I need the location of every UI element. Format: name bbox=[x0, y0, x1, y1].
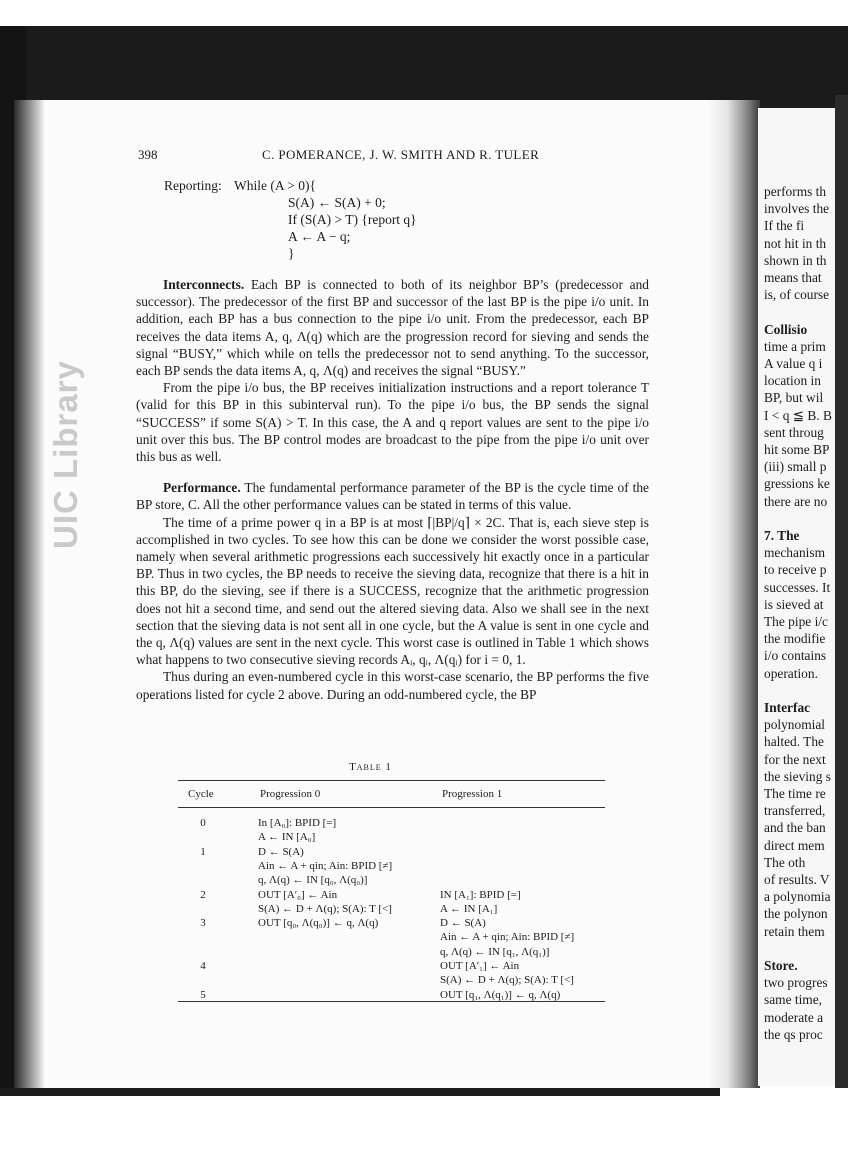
table-cell-cycle: 4 bbox=[200, 960, 206, 972]
paragraph-text: The fundamental performance parameter of the BP is the cycle time of the BP store, C. All the other performance values can be stated in terms of this value. bbox=[136, 480, 650, 513]
code-line: } bbox=[288, 246, 295, 261]
table-row bbox=[178, 830, 605, 844]
right-page-line: i/o contains bbox=[764, 648, 827, 664]
paragraph bbox=[136, 668, 649, 702]
table-row bbox=[178, 916, 605, 930]
table-row bbox=[178, 973, 605, 987]
table-cell-progression-0: S(A) ← D + Λ(q); S(A): T [<] bbox=[258, 902, 392, 915]
paragraph-interconnects bbox=[136, 276, 649, 379]
right-page-line: Store. bbox=[764, 958, 798, 973]
table-cell-progression-0: A ← IN [A₀] bbox=[258, 831, 316, 844]
scanner-shadow-bottom bbox=[0, 1088, 720, 1096]
right-page-line: the qs proc bbox=[764, 1026, 823, 1042]
paragraph bbox=[136, 379, 649, 465]
code-line: If (S(A) > T) {report q} bbox=[288, 212, 417, 227]
right-page-line: is, of course bbox=[764, 287, 830, 303]
right-page-line: retain them bbox=[764, 923, 825, 939]
table-header-progression-1: Progression 1 bbox=[442, 788, 503, 800]
right-page-line: the polynon bbox=[764, 906, 828, 922]
table-row bbox=[178, 845, 605, 859]
table-row bbox=[178, 930, 605, 944]
right-page-line: The oth bbox=[764, 854, 806, 870]
code-line: S(A) ← S(A) + 0; bbox=[288, 195, 386, 210]
table-cell-progression-1: q, Λ(q) ← IN [q₁, Λ(q₁)] bbox=[440, 945, 550, 958]
scanner-shadow-right bbox=[835, 95, 848, 1095]
paragraph-performance bbox=[136, 479, 649, 513]
right-page-line: the modifie bbox=[764, 631, 826, 647]
table-cell-progression-0: OUT [A′₀] ← Ain bbox=[258, 888, 338, 901]
right-page-line: successes. It bbox=[764, 579, 831, 595]
right-page-line: time a prim bbox=[764, 338, 826, 354]
table-row bbox=[178, 873, 605, 887]
right-page-line: (iii) small p bbox=[764, 459, 827, 475]
table-cell-progression-0: Ain ← A + qin; Ain: BPID [≠] bbox=[258, 859, 393, 872]
right-page-line: BP, but wil bbox=[764, 390, 824, 406]
running-head: C. POMERANCE, J. W. SMITH AND R. TULER bbox=[262, 147, 540, 162]
right-page-line: location in bbox=[764, 373, 821, 389]
table-cell-progression-0: OUT [q₀, Λ(q₀)] ← q, Λ(q) bbox=[258, 917, 379, 930]
right-page-line: moderate a bbox=[764, 1009, 824, 1025]
table-cell-progression-0: In [A₀]: BPID [=] bbox=[258, 817, 337, 829]
table-rule-bottom bbox=[178, 1001, 605, 1002]
right-page-line: 7. The bbox=[764, 528, 800, 543]
paragraph-text: Thus during an even-numbered cycle in this worst-case scenario, the BP performs the five operations listed for cycle 2 above. During an odd-numbered cycle, the BP bbox=[136, 669, 649, 702]
right-page-line: to receive p bbox=[764, 562, 827, 578]
table-row bbox=[178, 859, 605, 873]
right-page-line: If the fi bbox=[764, 218, 805, 234]
table-row bbox=[178, 902, 605, 916]
table-cell-cycle: 0 bbox=[200, 817, 206, 829]
table-cell-progression-1: D ← S(A) bbox=[440, 917, 486, 930]
page-curl-shadow bbox=[14, 100, 44, 1090]
reporting-label: Reporting: bbox=[164, 178, 222, 193]
table-row bbox=[178, 988, 605, 1002]
code-line: A ← A − q; bbox=[288, 229, 351, 244]
right-page-line: Interfac bbox=[764, 700, 811, 715]
right-page-line: sent throug bbox=[764, 424, 824, 440]
table-caption: Table 1 bbox=[349, 761, 392, 773]
scanner-shadow-top bbox=[10, 26, 848, 108]
right-page-line: and the ban bbox=[764, 820, 826, 836]
right-page-line: The pipe i/c bbox=[764, 614, 828, 629]
right-page-line: shown in th bbox=[764, 252, 827, 268]
right-page-line: for the next bbox=[764, 751, 826, 767]
section-heading: Interconnects. bbox=[163, 277, 245, 292]
right-page-line: polynomial bbox=[764, 717, 825, 733]
table-cell-progression-0: q, Λ(q) ← IN [q₀, Λ(q₀)] bbox=[258, 874, 368, 887]
right-page-line: two progres bbox=[764, 975, 828, 991]
table-cell-progression-1: S(A) ← D + Λ(q); S(A): T [<] bbox=[440, 974, 574, 987]
right-page-line: is sieved at bbox=[764, 596, 824, 612]
right-page-line: Collisio bbox=[764, 321, 808, 337]
right-page-line: same time, bbox=[764, 992, 823, 1008]
paragraph-text: Each BP is connected to both of its neighbor BP’s (predecessor and successor). The predecessor of the first BP and successor of the last BP is the pipe i/o unit. In addition, each BP has a bus connection to the pipe i/o unit. From the predecessor, each BP receives the data items A, q, Λ(q) which are the progression record for sieving and sends the signal “BUSY,” which while on tells the predecessor not to send anything. To the successor, each BP sends the data items A, q, Λ(q) and receives the signal “BUSY.” bbox=[136, 277, 649, 379]
table-cell-progression-1: OUT [q₁, Λ(q₁)] ← q, Λ(q) bbox=[440, 988, 561, 1001]
table-row bbox=[178, 945, 605, 959]
table-cell-cycle: 1 bbox=[200, 845, 206, 858]
right-page-line: transferred, bbox=[764, 803, 826, 819]
right-page-line: a polynomia bbox=[764, 889, 831, 905]
table-row bbox=[178, 959, 605, 973]
table-header-progression-0: Progression 0 bbox=[260, 788, 321, 800]
body-text bbox=[136, 276, 649, 703]
right-page-line: means that bbox=[764, 270, 822, 285]
table-cell-progression-1: A ← IN [A₁] bbox=[440, 902, 498, 915]
scan-margin-bottom bbox=[0, 1088, 848, 1170]
table-cell-progression-1: Ain ← A + qin; Ain: BPID [≠] bbox=[440, 931, 575, 944]
table-cell-progression-1: IN [A₁]: BPID [=] bbox=[440, 888, 521, 901]
page-number: 398 bbox=[138, 147, 158, 162]
right-page-line: not hit in th bbox=[764, 235, 827, 251]
right-page-line: performs th bbox=[764, 184, 827, 199]
table-cell-cycle: 2 bbox=[200, 888, 206, 901]
table-rule-top bbox=[178, 780, 605, 781]
right-page-line: hit some BP bbox=[764, 442, 830, 457]
right-page-line: A value q i bbox=[764, 356, 823, 371]
paragraph-text: From the pipe i/o bus, the BP receives initialization instructions and a report tolerance T (valid for this BP in this subinterval run). To the pipe i/o bus, the BP sends the signal “SUCCESS” if some S(A) > T. In this case, the A and q report values are sent to the pipe i/o unit over this bus. The BP control modes are broadcast to the pipe from the pipe i/o unit over this bus as well. bbox=[136, 380, 649, 465]
code-line: While (A > 0){ bbox=[234, 178, 316, 193]
right-page-line: the sieving s bbox=[764, 768, 831, 784]
scan-margin-top bbox=[0, 0, 848, 28]
table-cell-progression-1: OUT [A′₁] ← Ain bbox=[440, 960, 520, 972]
right-page-line: The time re bbox=[764, 786, 826, 801]
paragraph bbox=[136, 514, 649, 669]
table-row bbox=[178, 888, 605, 902]
section-heading: Performance. bbox=[163, 480, 241, 496]
table-cell-cycle: 5 bbox=[200, 988, 206, 1001]
table-header-cycle: Cycle bbox=[188, 788, 214, 800]
table-row bbox=[178, 816, 605, 830]
right-page-line: of results. V bbox=[764, 872, 830, 887]
right-page-line: gressions ke bbox=[764, 476, 830, 492]
book-gutter bbox=[705, 100, 760, 1088]
right-page-line: there are no bbox=[764, 493, 828, 509]
library-stamp: UIC Library bbox=[47, 360, 84, 549]
right-page-line: halted. The bbox=[764, 734, 824, 750]
right-page-line: involves the bbox=[764, 201, 830, 217]
right-page-line: direct mem bbox=[764, 837, 825, 853]
table-cell-cycle: 3 bbox=[200, 917, 206, 930]
table-rule-mid bbox=[178, 807, 605, 808]
right-page-line: I < q ≦ B. B bbox=[764, 407, 832, 423]
right-page-line: mechanism bbox=[764, 545, 825, 561]
right-page-line: operation. bbox=[764, 665, 818, 681]
table-cell-progression-0: D ← S(A) bbox=[258, 845, 304, 858]
paragraph-text: The time of a prime power q in a BP is at most ⌈|BP|/q⌉ × 2C. That is, each sieve step is accomplished in two cycles. To see how this can be done we consider the worst possible case, namely when several arithmetic progressions each successively hit exactly once in a particular BP. Thus in two cycles, the BP needs to receive the sieving data, recognize that there is a hit in this BP, do the sieving, see if there is a SUCCESS, recognize that the arithmetic progression does not hit a second time, and send out the altered sieving data. Also we shall see in the next section that the sieving data is not sent all in one cycle, but the A value is sent in one cycle and the q, Λ(q) values are sent in the next cycle. This worst case is outlined in Table 1 which shows what happens to two consecutive sieving records Aᵢ, qᵢ, Λ(qᵢ) for i = 0, 1. bbox=[136, 514, 649, 668]
